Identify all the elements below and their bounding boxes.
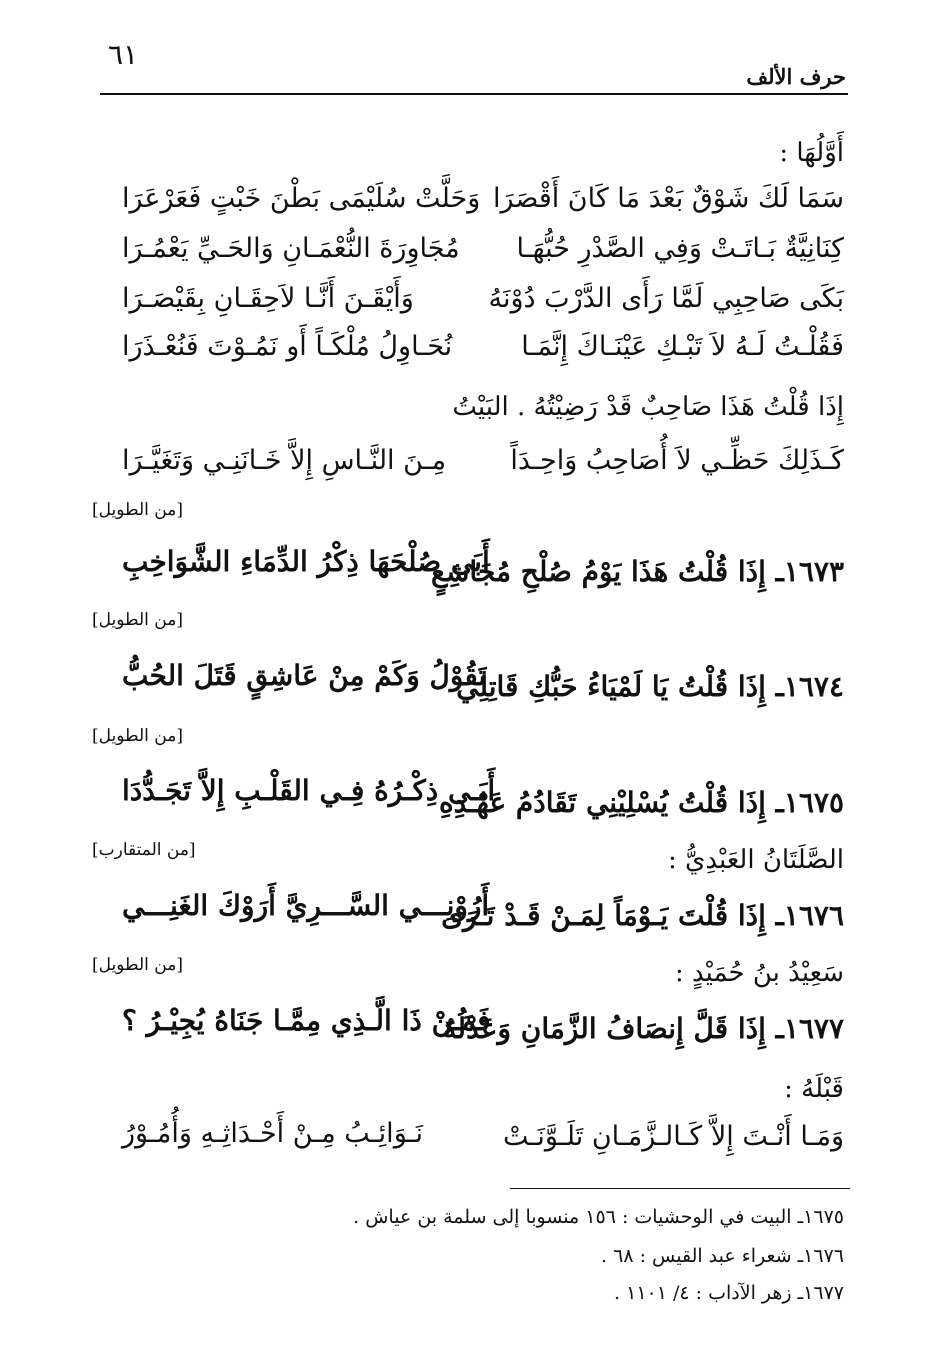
header-rule xyxy=(100,93,848,95)
numbered-verse-right: ١٦٧٥ـ إِذَا قُلْتُ يُسْلِيْنِي تَقَادُمُ عَهْـدِهِ xyxy=(438,786,844,819)
single-line: إِذَا قُلْتُ هَذَا صَاحِبٌ قَدْ رَضِيْتُهُ . البَيْتُ xyxy=(452,392,844,422)
meter-label: [من الطويل] xyxy=(92,726,183,746)
footnote: ١٦٧٥ـ البيت في الوحشيات : ١٥٦ منسوبا إلى سلمة بن عياش . xyxy=(353,1206,844,1228)
page-number: ٦١ xyxy=(108,38,139,71)
verse-right-hemistich: سَمَا لَكَ شَوْقٌ بَعْدَ مَا كَانَ أَقْصَرَا xyxy=(493,183,844,214)
numbered-verse-left: أَرُوْنِـــي السَّـــرِيَّ أَرَوْكَ الغَنِـــي xyxy=(122,889,490,922)
poet-name: سَعِيْدُ بنُ حُمَيْدٍ : xyxy=(675,958,844,988)
verse-right-hemistich: فَقُلْـتُ لَـهُ لاَ تَبْـكِ عَيْنَـاكَ إِنَّمَـا xyxy=(521,331,844,362)
verse-left-hemistich: مُجَاوِرَةَ النُّعْمَـانِ وَالحَـيِّ يَعْمُـرَا xyxy=(122,233,460,264)
poet-name: الصَّلَتَانُ العَبْدِيُّ : xyxy=(668,845,844,875)
numbered-verse-right: ١٦٧٧ـ إِذَا قَلَّ إِنصَافُ الزَّمَانِ وَعَدْلُهُ xyxy=(442,1012,844,1045)
footnote-rule xyxy=(510,1188,850,1189)
intro-label: أَوَّلُهَا : xyxy=(779,138,844,168)
footnote: ١٦٧٦ـ شعراء عبد القيس : ٦٨ . xyxy=(601,1245,844,1267)
numbered-verse-left: أَبَـى ذِكْـرُهُ فِـي القَلْـبِ إِلاَّ تَجَـدُّدَا xyxy=(122,774,496,807)
meter-label: [من الطويل] xyxy=(92,610,183,630)
after-label: قَبْلَهُ : xyxy=(784,1074,844,1104)
verse-left-hemistich: مِـنَ النَّـاسِ إِلاَّ خَـانَنِـي وَتَغَيَّـرَا xyxy=(122,445,447,476)
verse-right-hemistich: كِنَانِيَّةٌ بَـاتَـتْ وَفِي الصَّدْرِ حُبُّهَـا xyxy=(516,233,844,264)
numbered-verse-left: تَقُوْلُ وَكَمْ مِنْ عَاشِقٍ قَتَلَ الحُبُّ xyxy=(122,659,487,692)
meter-label: [من المتقارب] xyxy=(92,840,196,860)
meter-label: [من الطويل] xyxy=(92,955,183,975)
footnote: ١٦٧٧ـ زهر الآداب : ٤/ ١١٠١ . xyxy=(614,1282,844,1304)
verse-left-hemistich: نَـوَائِـبُ مِـنْ أَحْـدَاثِـهِ وَأُمُـوْرُ xyxy=(122,1118,424,1149)
verse-left-hemistich: وَحَلَّتْ سُلَيْمَى بَطْنَ خَبْتٍ فَعَرْعَرَا xyxy=(122,183,481,214)
numbered-verse-right: ١٦٧٤ـ إِذَا قُلْتُ يَا لَمْيَاءُ حَبُّكِ قَاتِلِي xyxy=(456,670,844,703)
numbered-verse-left: أَبَى صُلْحَهَا ذِكْرُ الدِّمَاءِ الشَّوَاخِبِ xyxy=(122,545,490,578)
verse-left-hemistich: وَأَيْقَـنَ أَنَّـا لاَحِقَـانِ بِقَيْصَـرَا xyxy=(122,283,414,314)
verse-right-hemistich: بَكَى صَاحِبِي لَمَّا رَأَى الدَّرْبَ دُوْنَهُ xyxy=(488,283,844,314)
numbered-verse-right: ١٦٧٦ـ إِذَا قُلْتَ يَـوْمَاً لِمَـنْ قَـدْ تَـرَى xyxy=(441,899,844,932)
verse-right-hemistich: كَـذَلِكَ حَظِّـي لاَ أُصَاحِبُ وَاحِـدَاً xyxy=(510,445,844,476)
meter-label: [من الطويل] xyxy=(92,500,183,520)
verse-right-hemistich: وَمَـا أَنْـتَ إِلاَّ كَـالـزَّمَـانِ تَلَـوَّنَـتْ xyxy=(502,1121,844,1152)
running-head: حرف الألف xyxy=(746,64,846,89)
numbered-verse-left: فَمَـنْ ذَا الَّـذِي مِمَّـا جَنَاهُ يُجِيْـرُ ؟ xyxy=(122,1004,491,1037)
verse-left-hemistich: نُحَـاوِلُ مُلْكَـاً أَو نَمُـوْتَ فَنُعْـذَرَا xyxy=(122,331,453,362)
numbered-verse-right: ١٦٧٣ـ إِذَا قُلْتُ هَذَا يَوْمُ صُلْحِ مُجَاشِعٍ xyxy=(431,555,844,588)
